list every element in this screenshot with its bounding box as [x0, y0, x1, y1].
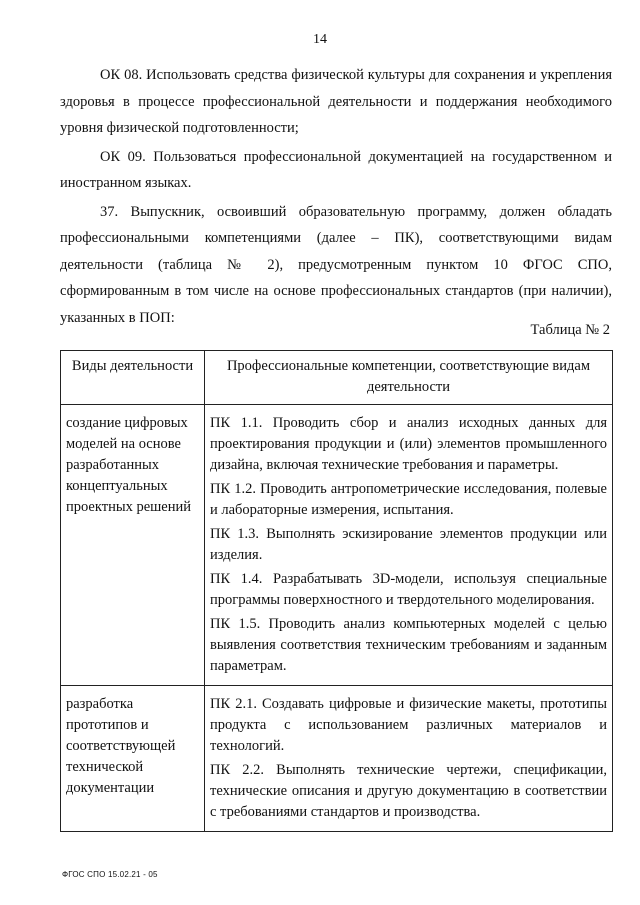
header-activity: Виды деятельности [61, 351, 205, 405]
table-header-row [61, 351, 613, 405]
table-row [61, 405, 613, 686]
table-caption: Таблица № 2 [530, 322, 610, 338]
paragraph-ok09: ОК 09. Пользоваться профессиональной документацией на государственном и иностранном языках. [60, 148, 612, 191]
competences-table [60, 350, 613, 832]
body-text [60, 62, 612, 333]
competence-item: ПК 1.5. Проводить анализ компьютерных моделей с целью выявления соответствия техническим требованиям и заданным параметрам. [210, 616, 607, 674]
activity-cell: разработка прототипов и соответствующей технической документации [61, 686, 205, 832]
competence-item: ПК 2.1. Создавать цифровые и физические макеты, прототипы продукта с использованием различных материалов и технологий. [210, 696, 607, 754]
document-footer: ФГОС СПО 15.02.21 - 05 [62, 870, 158, 879]
page-number: 14 [313, 32, 327, 47]
competences-cell [205, 686, 613, 832]
header-competences: Профессиональные компетенции, соответствующие видам деятельности [205, 351, 613, 405]
competence-item: ПК 1.3. Выполнять эскизирование элементов продукции или изделия. [210, 526, 607, 563]
competences-cell [205, 405, 613, 686]
competence-item: ПК 1.4. Разрабатывать 3D-модели, используя специальные программы поверхностного и твердотельного моделирования. [210, 571, 607, 608]
activity-cell: создание цифровых моделей на основе разработанных концептуальных проектных решений [61, 405, 205, 686]
competence-item: ПК 1.2. Проводить антропометрические исследования, полевые и лабораторные измерения, испытания. [210, 481, 607, 518]
table-row [61, 686, 613, 832]
competence-item: ПК 1.1. Проводить сбор и анализ исходных данных для проектирования продукции и (или) элементов промышленного дизайна, включая технические требования и параметры. [210, 415, 607, 473]
paragraph-37: 37. Выпускник, освоивший образовательную программу, должен обладать профессиональными компетенциями (далее – ПК), соответствующими видам деятельности (таблица № 2), предусмотренным пунктом 10 ФГОС СПО, сформированным в том числе на основе профессиональных стандартов (при наличии), указанных в ПОП: [60, 203, 612, 326]
competence-item: ПК 2.2. Выполнять технические чертежи, спецификации, технические описания и другую документацию в соответствии с требованиями стандартов и производства. [210, 762, 607, 820]
paragraph-ok08: ОК 08. Использовать средства физической культуры для сохранения и укрепления здоровья в процессе профессиональной деятельности и поддержания необходимого уровня физической подготовленности; [60, 67, 612, 136]
